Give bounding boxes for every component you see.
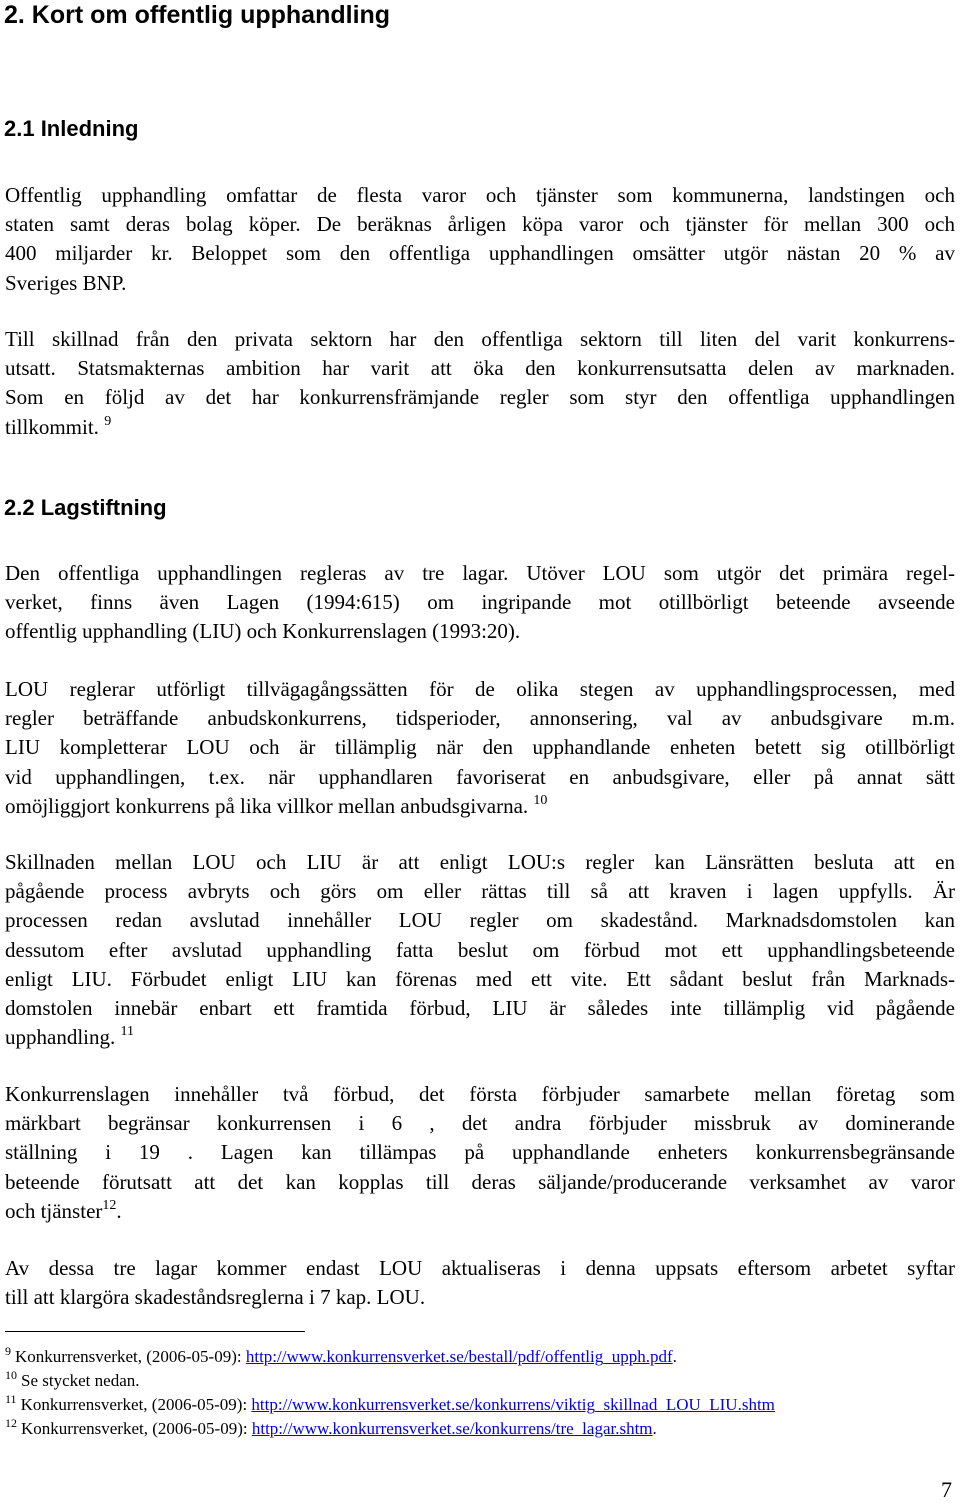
paragraph-2-2-4: [5, 1080, 955, 1226]
text-line: pågående process avbryts och görs om eller rättas till så att kraven i lagen uppfylls. Är: [5, 879, 955, 904]
text-line: staten samt deras bolag köper. De beräknas årligen köpa varor och tjänster för mellan 300 och: [5, 212, 955, 237]
text-line: vid upphandlingen, t.ex. när upphandlaren favoriserat en anbudsgivare, eller på annat sätt: [5, 764, 955, 789]
text-line-content: upphandling.: [5, 1025, 116, 1050]
text-line: LIU kompletterar LOU och är tillämplig när den upphandlande enheten betett sig otillbörligt: [5, 735, 955, 760]
footnote-ref[interactable]: 12: [102, 1197, 117, 1213]
text-line-content: och tjänster: [5, 1198, 103, 1223]
text-line: processen redan avslutad innehåller LOU regler om skadestånd. Marknadsdomstolen kan: [5, 908, 955, 933]
text-line: Sveriges BNP.: [5, 270, 127, 295]
text-line: LOU reglerar utförligt tillvägagångssätten för de olika stegen av upphandlingsprocessen, med: [5, 677, 955, 701]
paragraph-2-2-1: [5, 559, 955, 647]
footnote-ref[interactable]: 9: [104, 413, 112, 429]
text-line: offentlig upphandling (LIU) och Konkurrenslagen (1993:20).: [5, 619, 521, 644]
footnote-text: Konkurrensverket, (2006-05-09):: [15, 1347, 246, 1366]
text-line: [5, 413, 955, 442]
footnote-link[interactable]: http://www.konkurrensverket.se/bestall/pdf/offentlig_upph.pdf: [245, 1347, 673, 1366]
text-line-content: omöjliggjort konkurrens på lika villkor mellan anbudsgivarna.: [5, 793, 529, 818]
paragraph-2-2-3: [5, 848, 955, 1052]
chapter-heading: 2. Kort om offentlig upphandling: [4, 1, 391, 29]
footnote-ref[interactable]: 11: [120, 1024, 134, 1040]
text-line: Offentlig upphandling omfattar de flesta varor och tjänster som kommunerna, landstingen och: [5, 183, 955, 207]
footnote-separator: [5, 1331, 305, 1332]
text-line: beteende förutsatt att det kan kopplas till deras säljande/producerande verksamhet av varor: [5, 1169, 955, 1194]
text-line-content: tillkommit.: [5, 414, 99, 439]
text-line: Skillnaden mellan LOU och LIU är att enligt LOU:s regler kan Länsrätten besluta att en: [5, 850, 955, 874]
paragraph-2-1-2: [5, 325, 955, 442]
section-heading-lagstiftning: 2.2 Lagstiftning: [4, 495, 167, 520]
text-line: regler beträffande anbudskonkurrens, tidsperioder, annonsering, val av anbudsgivare m.m.: [5, 706, 955, 731]
footnote-number: 11: [5, 1392, 17, 1406]
footnote-12: [5, 1418, 957, 1440]
text-line: Till skillnad från den privata sektorn har den offentliga sektorn till liten del varit konkurrens-: [5, 327, 955, 351]
text-line: domstolen innebär enbart ett framtida förbud, LIU är således inte tillämplig vid pågående: [5, 996, 955, 1021]
text-line: utsatt. Statsmakternas ambition har varit att öka den konkurrensutsatta delen av marknaden.: [5, 356, 955, 381]
text-line: [5, 1023, 955, 1052]
text-line: [5, 1197, 955, 1226]
footnote-number: 10: [5, 1368, 17, 1382]
text-line: dessutom efter avslutad upphandling fatta beslut om förbud mot ett upphandlingsbeteende: [5, 937, 955, 962]
section-heading-inledning: 2.1 Inledning: [4, 116, 139, 141]
footnote-after: .: [672, 1347, 677, 1366]
text-line: enligt LIU. Förbudet enligt LIU kan förenas med ett vite. Ett sådant beslut från Marknads-: [5, 966, 955, 991]
text-line: Den offentliga upphandlingen regleras av tre lagar. Utöver LOU som utgör det primära regel-: [5, 561, 955, 585]
text-line: 400 miljarder kr. Beloppet som den offentliga upphandlingen omsätter utgör nästan 20 % av: [5, 241, 955, 266]
footnote-10: [5, 1370, 957, 1392]
footnote-link[interactable]: http://www.konkurrensverket.se/konkurrens/tre_lagar.shtm: [251, 1419, 653, 1438]
paragraph-2-1-1: [5, 181, 955, 298]
text-line: ställning i 19 . Lagen kan tillämpas på upphandlande enheters konkurrensbegränsande: [5, 1140, 955, 1165]
text-line: Som en följd av det har konkurrensfrämjande regler som styr den offentliga upphandlingen: [5, 385, 955, 410]
text-line: Av dessa tre lagar kommer endast LOU aktualiseras i denna uppsats eftersom arbetet syftar: [5, 1256, 955, 1280]
footnote-text: Konkurrensverket, (2006-05-09):: [21, 1419, 252, 1438]
text-line: till att klargöra skadeståndsreglerna i 7 kap. LOU.: [5, 1285, 426, 1310]
text-line: [5, 792, 955, 821]
footnote-after: .: [652, 1419, 657, 1438]
footnote-link[interactable]: http://www.konkurrensverket.se/konkurrens/viktig_skillnad_LOU_LIU.shtm: [251, 1395, 775, 1414]
paragraph-2-2-2: [5, 675, 955, 821]
text-line: verket, finns även Lagen (1994:615) om ingripande mot otillbörligt beteende avseende: [5, 590, 955, 615]
paragraph-2-2-5: [5, 1254, 955, 1312]
text-line: Konkurrenslagen innehåller två förbud, det första förbjuder samarbete mellan företag som: [5, 1082, 955, 1106]
text-line: märkbart begränsar konkurrensen i 6 , det andra förbjuder missbruk av dominerande: [5, 1111, 955, 1136]
footnote-text: Se stycket nedan.: [21, 1371, 140, 1390]
page-number: 7: [941, 1477, 952, 1502]
text-line-tail: .: [116, 1198, 122, 1223]
footnote-9: [5, 1346, 957, 1368]
footnote-number: 9: [5, 1344, 11, 1358]
footnote-text: Konkurrensverket, (2006-05-09):: [20, 1395, 252, 1414]
footnote-ref[interactable]: 10: [533, 792, 548, 808]
footnote-number: 12: [5, 1416, 17, 1430]
footnote-11: [5, 1394, 957, 1416]
